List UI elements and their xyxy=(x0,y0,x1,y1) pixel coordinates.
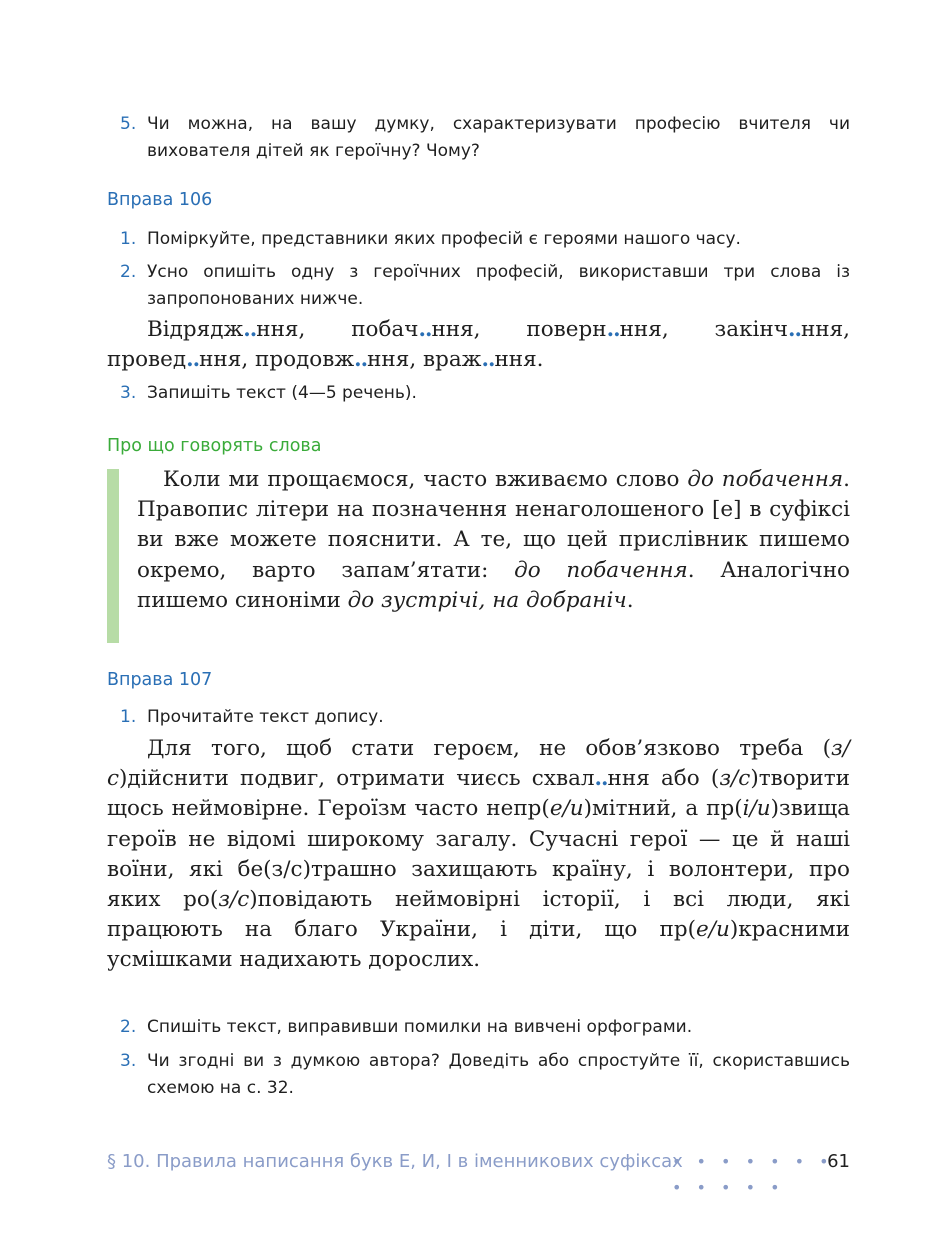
footer-section-title: § 10. Правила написання букв Е, И, І в іменникових суфіксах xyxy=(107,1151,683,1172)
exercise-107-title: Вправа 107 xyxy=(107,670,213,690)
item-number: 2. xyxy=(120,1017,137,1037)
exercise-106-item-1 xyxy=(107,226,850,253)
page-footer xyxy=(107,1149,850,1197)
word-list: Відрядж..ння, побач..ння, поверн..ння, закінч..ння, xyxy=(147,317,850,342)
item-number: 3. xyxy=(120,383,137,403)
exercise-107-text: Для того, щоб стати героєм, не обов’язково треба (з/с)дійснити подвиг, отримати чиєсь схвал..ння або (з/с)творити щось неймовірне. Героїзм часто непр(е/и)мітний, а пр(і/и)звища героїв не відомі широкому загалу. Сучасні герої — це й наші воїни, які бе(з/с)трашно захищають країну, і волонтери, про яких ро(з/с)повідають неймовірні історії, і всі люди, які працюють на благо України, і діти, що пр(е/и)красними усмішками надихають дорослих. xyxy=(107,736,850,973)
note-title: Про що говорять слова xyxy=(107,436,322,456)
page-number: 61 xyxy=(827,1151,850,1172)
item-text: Спишіть текст, виправивши помилки на вивчені орфограми. xyxy=(147,1017,693,1037)
item-text: Поміркуйте, представники яких професій є героями нашого часу. xyxy=(147,229,741,249)
item-text: Усно опишіть одну з героїчних професій, використавши три слова із запропонованих нижче. xyxy=(147,262,850,309)
exercise-106-item-2 xyxy=(107,259,850,313)
item-number: 2. xyxy=(120,262,137,282)
exercise-106-title: Вправа 106 xyxy=(107,190,213,210)
question-number: 5. xyxy=(120,114,137,134)
word-list-line-2: провед..ння, продовж..ння, враж..ння. xyxy=(107,347,544,372)
item-text: Запишіть текст (4—5 речень). xyxy=(147,383,417,403)
item-text: Чи згодні ви з думкою автора? Доведіть або спростуйте її, скориставшись схемою на с. 32. xyxy=(147,1051,850,1098)
question-text: Чи можна, на вашу думку, схарактеризувати професію вчителя чи вихователя дітей як героїчну? Чому? xyxy=(147,114,850,161)
item-number: 3. xyxy=(120,1051,137,1071)
exercise-107-item-3 xyxy=(107,1048,850,1102)
footer-dot-leader: • • • • • • • • • • • • xyxy=(672,1152,834,1197)
item-number: 1. xyxy=(120,707,137,727)
item-number: 1. xyxy=(120,229,137,249)
exercise-106-item-3 xyxy=(107,380,850,407)
item-text: Прочитайте текст допису. xyxy=(147,707,384,727)
note-accent-bar xyxy=(107,469,119,643)
exercise-107-item-1 xyxy=(107,704,850,731)
exercise-107-item-2 xyxy=(107,1014,850,1041)
question-5 xyxy=(107,111,850,165)
note-text: Коли ми прощаємося, часто вживаємо слово до побачення. Правопис літери на позначення ненаголошеного [е] в суфіксі ви вже можете пояснити. А те, що цей прислівник пишемо окремо, варто запам’ятати: до побачення. Аналогічно пишемо синоніми до зустрічі, на добраніч. xyxy=(137,467,850,613)
